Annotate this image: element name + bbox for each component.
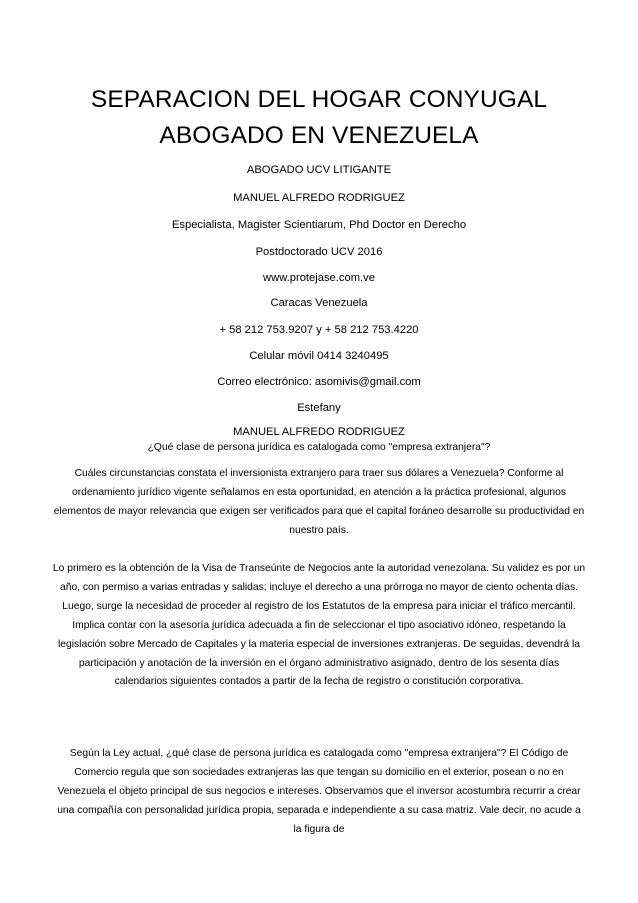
document-title-line-2: ABOGADO EN VENEZUELA [159,122,479,149]
paragraph-1: Cuáles circunstancias constata el inversionista extranjero para traer sus dólares a Venezuela? Conforme al ordenamiento jurídico vigente señalamos en esta oportunidad, en atención a la práctica profesional, algunos elementos de mayor relevancia que exigen ser verificados para que el capital foráneo desarrolle su productividad en nuestro país. [53,468,585,536]
paragraph-3: Según la Ley actual, ¿qué clase de persona jurídica es catalogada como "empresa extranjera"? El Código de Comercio regula que son sociedades extranjeras las que tengan su domicilio en el exterior, posean o no en Venezuela el objeto principal de sus negocios e intereses. Observamos que el inversor acostumbra recurrir a crear una compañía con personalidad jurídica propia, separada e independiente a su casa matriz. Vale decir, no acude a la figura de [57,748,581,835]
info-line-name: Estefany [297,402,341,414]
info-line-mobile: Celular móvil 0414 3240495 [249,350,389,362]
info-line-email: Correo electrónico: asomivis@gmail.com [217,376,421,388]
info-line-website: www.protejase.com.ve [263,272,375,284]
info-line-phones: + 58 212 753.9207 y + 58 212 753.4220 [219,324,419,336]
info-line-city: Caracas Venezuela [270,297,368,309]
info-line-postdoc: Postdoctorado UCV 2016 [255,246,383,258]
question-heading: ¿Qué clase de persona jurídica es catalogada como "empresa extranjera"? [147,442,491,453]
paragraph-2: Lo primero es la obtención de la Visa de Transeúnte de Negocios ante la autoridad venezolana. Su validez es por un año, con permiso a varias entradas y salidas; incluye el derecho a una prórroga no mayor de ciento ochenta días. Luego, surge la necesidad de proceder al registro de los Estatutos de la empresa para iniciar el tráfico mercantil. Implica contar con la asesoría jurídica adecuada a fin de seleccionar el tipo asociativo idóneo, respetando la legislación sobre Mercado de Capitales y la materia especial de inversiones extranjeras. De seguidas, devendrá la participación y anotación de la inversión en el órgano administrativo asignado, dentro de los sesenta días calendarios siguientes contados a partir de la fecha de registro o constitución corporativa. [52,563,586,688]
document-title-line-1: SEPARACION DEL HOGAR CONYUGAL [90,86,548,113]
info-line-degrees: Especialista, Magister Scientiarum, Phd Doctor en Derecho [171,219,467,231]
info-line-credential: ABOGADO UCV LITIGANTE [246,164,392,176]
info-line-signature: MANUEL ALFREDO RODRIGUEZ [233,426,405,438]
info-line-author: MANUEL ALFREDO RODRIGUEZ [233,192,405,204]
